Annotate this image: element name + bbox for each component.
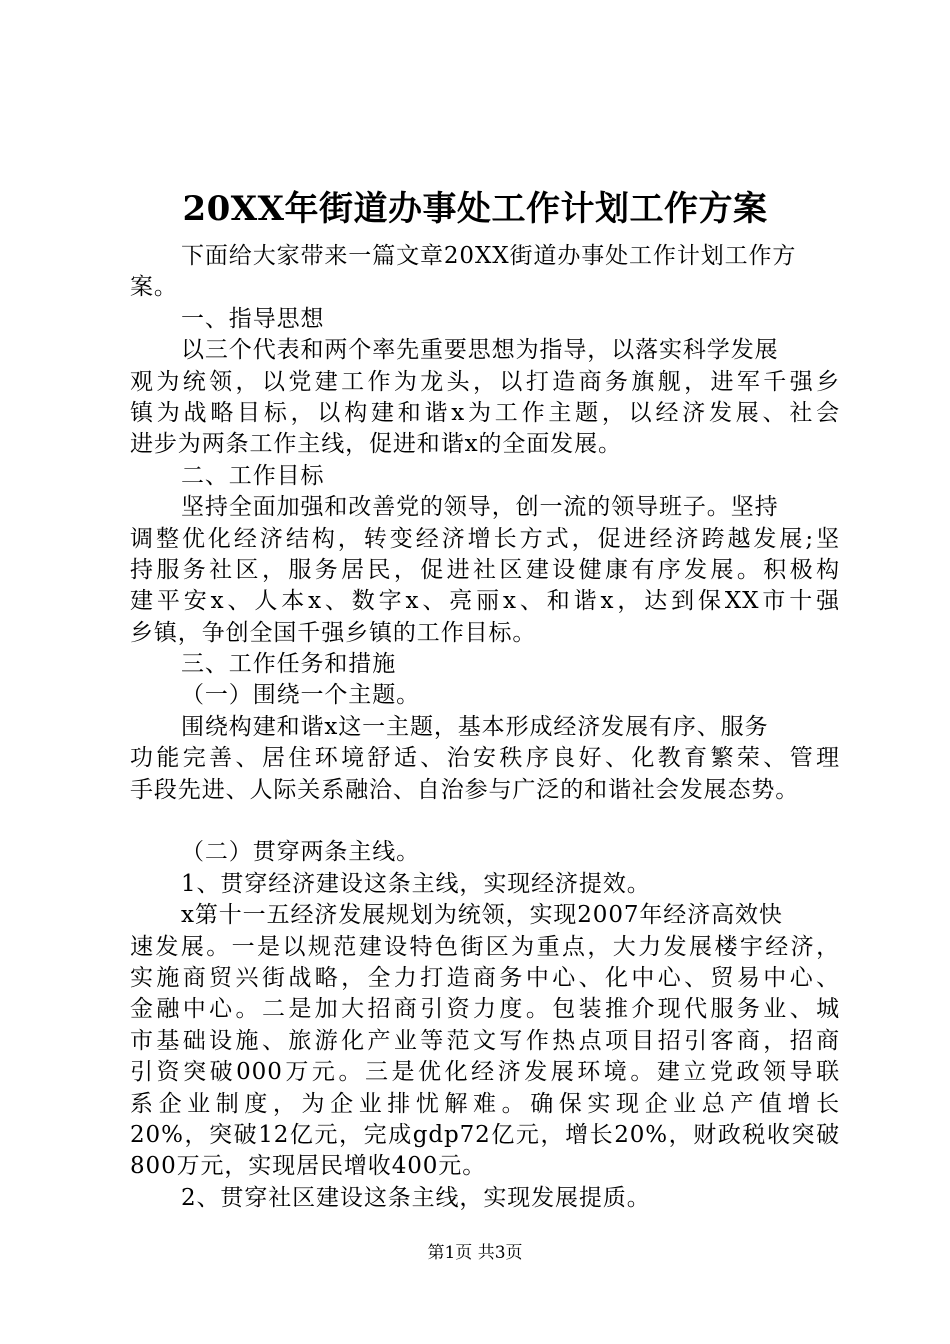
paragraph-line: 观为统领，以党建工作为龙头，以打造商务旗舰，进军千强乡 (130, 368, 840, 395)
paragraph-line: 坚持全面加强和改善党的领导，创一流的领导班子。坚持 (181, 494, 779, 521)
paragraph-line: 实施商贸兴街战略，全力打造商务中心、化中心、贸易中心、 (130, 964, 840, 991)
paragraph-line: 市基础设施、旅游化产业等范文写作热点项目招引客商，招商 (130, 1027, 840, 1054)
intro-line-2: 案。 (130, 274, 178, 301)
paragraph-line: 镇为战略目标，以构建和谐x为工作主题，以经济发展、社会 (130, 399, 840, 426)
paragraph-line: 800万元，实现居民增收400元。 (130, 1153, 487, 1180)
paragraph-line: 建平安x、人本x、数字x、亮丽x、和谐x，达到保XX市十强 (130, 588, 840, 615)
paragraph-line: 围绕构建和谐x这一主题，基本形成经济发展有序、服务 (181, 713, 769, 740)
paragraph-line: 速发展。一是以规范建设特色街区为重点，大力发展楼宇经济， (130, 933, 840, 960)
paragraph-line: 进步为两条工作主线，促进和谐x的全面发展。 (130, 431, 622, 458)
paragraph-line: 金融中心。二是加大招商引资力度。包装推介现代服务业、城 (130, 996, 840, 1023)
paragraph-line: 以三个代表和两个率先重要思想为指导，以落实科学发展 (181, 337, 779, 364)
section-heading-work-goals: 二、工作目标 (181, 462, 325, 489)
blank-line (130, 806, 840, 837)
document-body (130, 241, 840, 1214)
section-heading-tasks-measures: 三、工作任务和措施 (181, 651, 397, 678)
document-title: 20XX年街道办事处工作计划工作方案 (182, 189, 768, 229)
section-heading-guiding-ideology: 一、指导思想 (181, 305, 325, 332)
page-footer: 第1页 共3页 (427, 1243, 523, 1263)
paragraph-line: 20%，突破12亿元，完成gdp72亿元，增长20%，财政税收突破 (130, 1121, 840, 1148)
paragraph-line: 引资突破000万元。三是优化经济发展环境。建立党政领导联 (130, 1059, 840, 1086)
paragraph-line: 持服务社区，服务居民，促进社区建设健康有序发展。积极构 (130, 556, 840, 583)
paragraph-line: 调整优化经济结构，转变经济增长方式，促进经济跨越发展;坚 (130, 525, 840, 552)
item-heading-economic-construction: 1、贯穿经济建设这条主线，实现经济提效。 (181, 870, 651, 897)
subsection-heading-one-theme: （一）围绕一个主题。 (181, 682, 420, 709)
item-heading-community-construction: 2、贯穿社区建设这条主线，实现发展提质。 (181, 1184, 651, 1211)
paragraph-line: 系企业制度，为企业排忧解难。确保实现企业总产值增长 (130, 1090, 840, 1117)
paragraph-line: 乡镇，争创全国千强乡镇的工作目标。 (130, 619, 537, 646)
paragraph-line: 手段先进、人际关系融洽、自治参与广泛的和谐社会发展态势。 (130, 776, 800, 803)
paragraph-line: x第十一五经济发展规划为统领，实现2007年经济高效快 (181, 902, 783, 929)
subsection-heading-two-mainlines: （二）贯穿两条主线。 (181, 839, 420, 866)
intro-line-1: 下面给大家带来一篇文章20XX街道办事处工作计划工作方 (181, 243, 797, 269)
paragraph-line: 功能完善、居住环境舒适、治安秩序良好、化教育繁荣、管理 (130, 745, 840, 772)
